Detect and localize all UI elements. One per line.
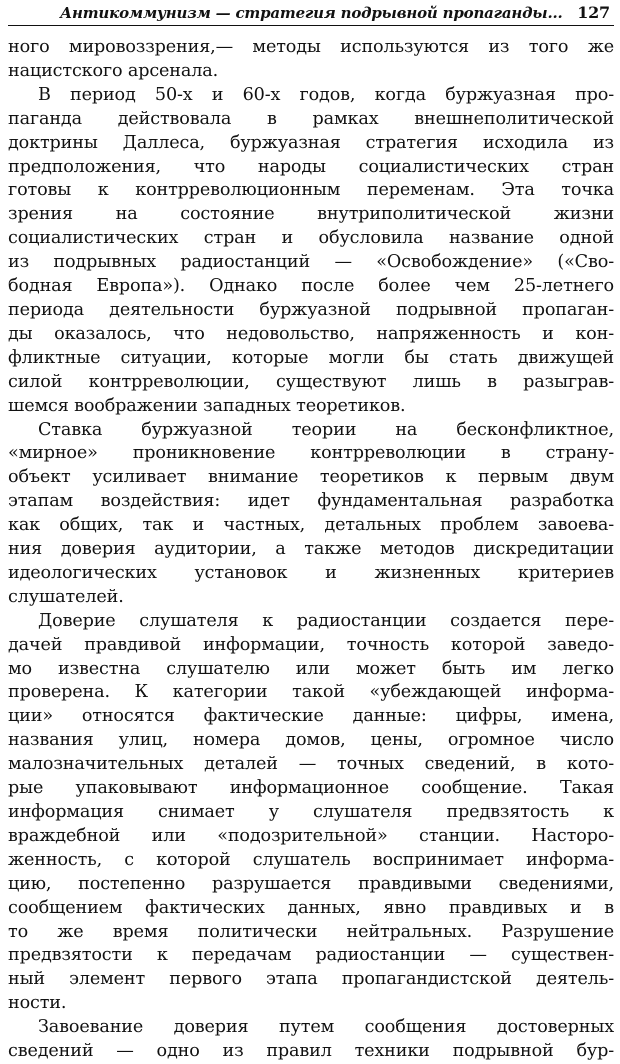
text-line: паганда действовала в рамках внешнеполитической <box>8 108 614 129</box>
text-line: доктрины Даллеса, буржуазная стратегия исходила из <box>8 132 614 153</box>
text-line: ции» относятся фактические данные: цифры, имена, <box>8 706 614 727</box>
text-line: из подрывных радиостанций — «Освобождение» («Сво- <box>8 252 614 273</box>
text-line: информация снимает у слушателя предвзятость к <box>8 802 614 822</box>
text-line: зрения на состояние внутриполитической жизни <box>8 204 614 225</box>
text-line: ного мировоззрения,— методы используются из того же <box>8 37 614 57</box>
text-line: малозначительных деталей — точных сведений, в кото- <box>8 754 614 775</box>
text-line: рые упаковывают информационное сообщение. Такая <box>8 778 614 799</box>
paragraph <box>8 419 614 610</box>
text-line: женность, с которой слушатель воспринимает информа- <box>8 849 614 870</box>
text-line: Завоевание доверия путем сообщения достоверных <box>38 1017 614 1038</box>
text-line: ния доверия аудитории, а также методов дискредитации <box>8 539 614 560</box>
paragraph <box>8 84 614 419</box>
text-line: ды оказалось, что недовольство, напряженность и кон- <box>8 323 614 344</box>
running-head-title: Антикоммунизм — стратегия подрывной пропаганды... <box>60 4 563 22</box>
text-line: фликтные ситуации, которые могли бы стать движущей <box>8 347 614 368</box>
text-line: сведений — одно из правил техники подрывной бур- <box>8 1041 614 1062</box>
text-line: силой контрреволюции, существуют лишь в разыграв- <box>8 371 614 392</box>
text-line: «мирное» проникновение контрреволюции в страну- <box>8 443 614 464</box>
paragraph <box>8 610 614 1016</box>
text-line: Доверие слушателя к радиостанции создается пере- <box>38 610 614 631</box>
paragraph <box>8 1016 614 1064</box>
text-line: социалистических стран и обусловила название одной <box>8 228 614 249</box>
page-number: 127 <box>577 3 610 22</box>
text-line: названия улиц, номера домов, цены, огромное число <box>8 730 614 751</box>
text-line: то же время политически нейтральных. Разрушение <box>8 921 614 942</box>
text-line: нацистского арсенала. <box>8 60 219 81</box>
running-head <box>8 0 614 26</box>
text-line: предположения, что народы социалистических стран <box>8 156 614 177</box>
text-line: как общих, так и частных, детальных проблем завоева- <box>8 515 614 536</box>
text-line: В период 50-х и 60-х годов, когда буржуазная про- <box>38 84 614 105</box>
text-line: ный элемент первого этапа пропагандистской деятель- <box>8 969 614 990</box>
text-line: сообщением фактических данных, явно правдивых и в <box>8 897 614 918</box>
text-line: слушателей. <box>8 586 124 607</box>
text-line: дачей правдивой информации, точность которой заведо- <box>8 634 614 655</box>
text-line: проверена. К категории такой «убеждающей информа- <box>8 682 614 703</box>
text-line: идеологических установок и жизненных критериев <box>8 562 614 583</box>
text-line: мо известна слушателю или может быть им легко <box>8 658 614 679</box>
text-line: этапам воздействия: идет фундаментальная разработка <box>8 491 614 512</box>
paragraph <box>8 36 614 84</box>
text-line: цию, постепенно разрушается правдивыми сведениями, <box>8 873 614 894</box>
text-line: объект усиливает внимание теоретиков к первым двум <box>8 467 614 488</box>
text-line: предвзятости к передачам радиостанции — существен- <box>8 945 614 966</box>
text-line: готовы к контрреволюционным переменам. Эта точка <box>8 180 614 201</box>
text-line: шемся воображении западных теоретиков. <box>8 395 406 416</box>
text-line: ности. <box>8 993 67 1014</box>
text-line: периода деятельности буржуазной подрывной пропаган- <box>8 299 614 320</box>
text-line: бодная Европа»). Однако после более чем 25-летнего <box>8 276 614 297</box>
body-text <box>8 36 614 1064</box>
text-line: Ставка буржуазной теории на бесконфликтное, <box>38 419 614 440</box>
text-line: враждебной или «подозрительной» станции. Насторо- <box>8 825 614 846</box>
